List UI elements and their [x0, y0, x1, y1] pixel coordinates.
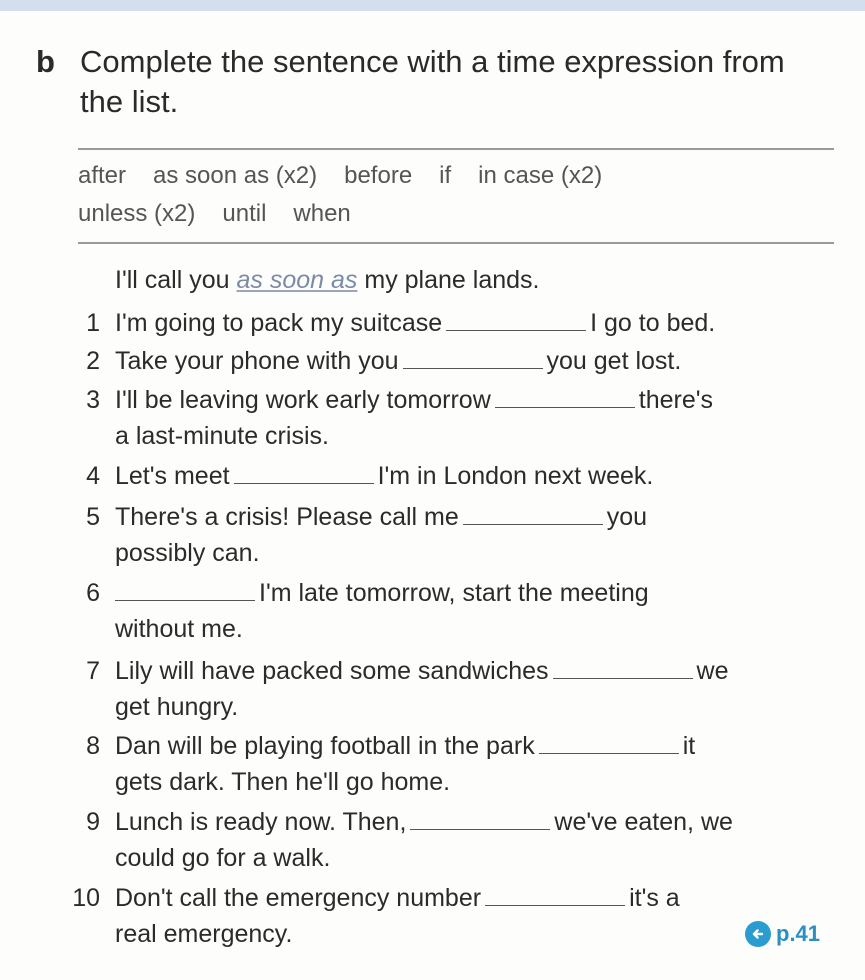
question-text: gets dark. Then he'll go home. — [115, 768, 451, 796]
example-text-after: my plane lands. — [364, 266, 540, 294]
question-text: Let's meet — [115, 462, 230, 490]
exercise-instruction: Complete the sentence with a time expression from the list. — [80, 44, 785, 119]
question-text: There's a crisis! Please call me — [115, 503, 459, 531]
answer-blank-5[interactable] — [463, 504, 603, 525]
answer-blank-7[interactable] — [553, 658, 693, 679]
word-option: before — [344, 162, 413, 189]
question-text: possibly can. — [115, 539, 260, 567]
question-number: 4 — [86, 462, 100, 490]
question-text: get hungry. — [115, 693, 239, 721]
word-option: as soon as (x2) — [153, 162, 318, 189]
question-text: a last-minute crisis. — [115, 422, 329, 450]
question-text: Don't call the emergency number — [115, 884, 482, 912]
word-option: after — [78, 162, 127, 189]
question-number: 2 — [86, 347, 100, 375]
word-option: unless (x2) — [78, 200, 196, 227]
question-number: 9 — [86, 808, 100, 836]
exercise-letter: b — [36, 44, 55, 79]
top-band — [0, 0, 865, 11]
question-text: Dan will be playing football in the park — [115, 732, 535, 760]
question-text: it's a — [629, 884, 680, 912]
word-list-row-1 — [78, 162, 629, 190]
answer-blank-4[interactable] — [234, 463, 374, 484]
word-option: if — [439, 162, 452, 189]
answer-blank-8[interactable] — [539, 733, 679, 754]
question-text: there's — [638, 386, 714, 414]
word-option: when — [293, 200, 351, 227]
question-number: 5 — [86, 503, 100, 531]
word-list-row-2 — [78, 200, 378, 228]
question-text: real emergency. — [115, 920, 293, 948]
question-text: we — [696, 657, 729, 685]
question-number: 10 — [72, 884, 100, 912]
answer-blank-2[interactable] — [403, 348, 543, 369]
question-text: I'm late tomorrow, start the meeting — [259, 579, 649, 607]
page-reference-link[interactable] — [745, 921, 820, 947]
example-text-before: I'll call you — [115, 266, 230, 294]
word-option: until — [222, 200, 267, 227]
question-text: I go to bed. — [590, 309, 716, 337]
question-text: I'll be leaving work early tomorrow — [115, 386, 491, 414]
answer-blank-10[interactable] — [485, 885, 625, 906]
question-text: I'm in London next week. — [377, 462, 654, 490]
word-option: in case (x2) — [478, 162, 603, 189]
question-text: Lily will have packed some sandwiches — [115, 657, 549, 685]
question-text: Lunch is ready now. Then, — [115, 808, 407, 836]
question-text: I'm going to pack my suitcase — [115, 309, 443, 337]
answer-blank-6[interactable] — [115, 580, 255, 601]
question-text: you — [606, 503, 648, 531]
arrow-left-circle-icon — [745, 921, 771, 947]
question-text: we've eaten, we — [554, 808, 733, 836]
answer-blank-9[interactable] — [410, 809, 550, 830]
question-text: it — [682, 732, 696, 760]
question-number: 7 — [86, 657, 100, 685]
question-text: could go for a walk. — [115, 844, 331, 872]
question-number: 1 — [86, 309, 100, 337]
example-answer: as soon as — [236, 266, 358, 294]
example-sentence — [115, 266, 539, 295]
word-list-box — [78, 148, 834, 244]
question-text: Take your phone with you — [115, 347, 399, 375]
question-text: you get lost. — [546, 347, 682, 375]
page-reference-label: p.41 — [776, 921, 821, 946]
question-number: 8 — [86, 732, 100, 760]
question-text: without me. — [115, 615, 243, 643]
answer-blank-1[interactable] — [446, 310, 586, 331]
question-number: 6 — [86, 579, 100, 607]
answer-blank-3[interactable] — [495, 387, 635, 408]
question-number: 3 — [86, 386, 100, 414]
